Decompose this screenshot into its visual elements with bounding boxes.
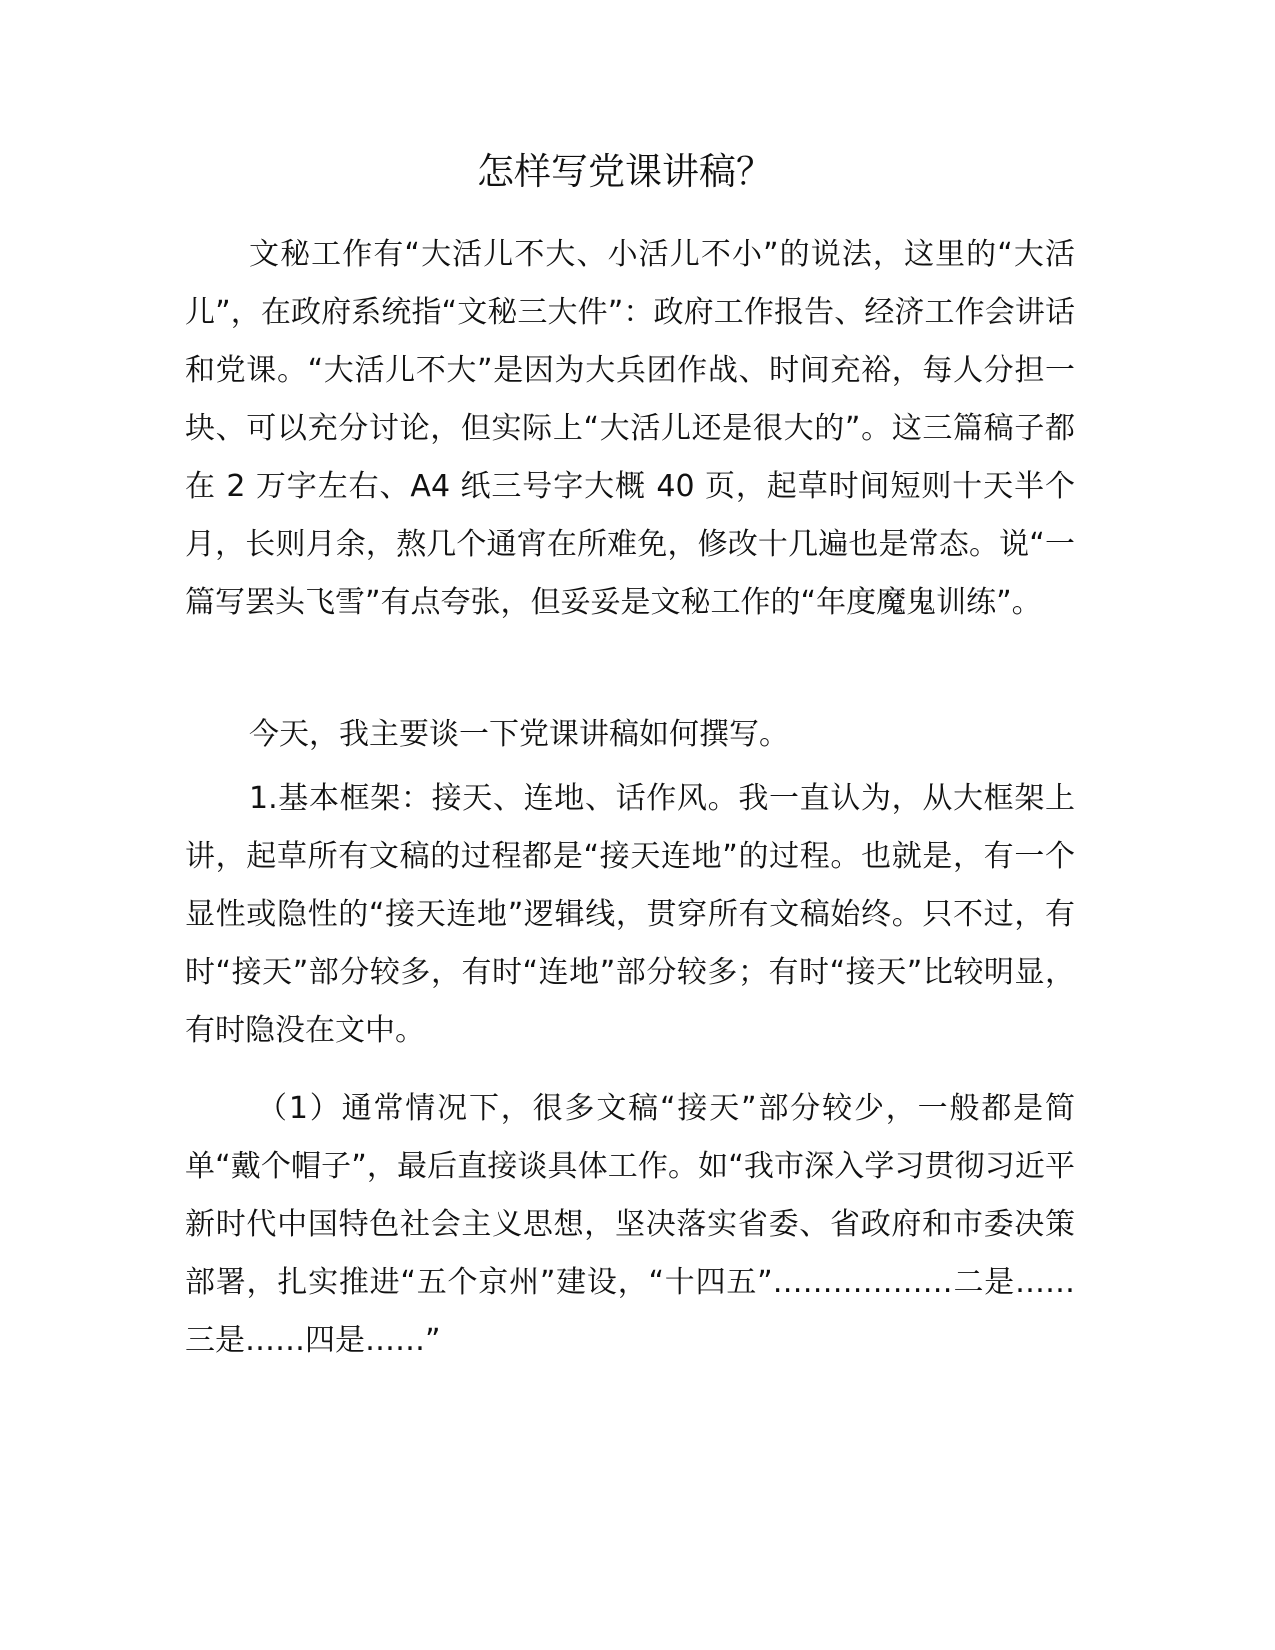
document-title: 怎样写党课讲稿？ <box>477 150 773 193</box>
paragraph-framework: 1.基本框架：接天、连地、话作风。我一直认为，从大框架上讲，起草所有文稿的过程都是“接天连地”的过程。也就是，有一个显性或隐性的“接天连地”逻辑线，贯穿所有文稿始终。只不过，有时“接天”部分较多，有时“连地”部分较多；有时“接天”比较明显，有时隐没在文中。 <box>185 781 1075 1048</box>
paragraph-example: （1）通常情况下，很多文稿“接天”部分较少，一般都是简单“戴个帽子”，最后直接谈具体工作。如“我市深入学习贯彻习近平新时代中国特色社会主义思想，坚决落实省委、省政府和市委决策部署，扎实推进“五个京州”建设，“十四五”………………二是……三是……四是……” <box>185 1091 1075 1358</box>
paragraph-topic: 今天，我主要谈一下党课讲稿如何撰写。 <box>249 717 789 752</box>
paragraph-intro: 文秘工作有“大活儿不大、小活儿不小”的说法，这里的“大活儿”，在政府系统指“文秘三大件”：政府工作报告、经济工作会讲话和党课。“大活儿不大”是因为大兵团作战、时间充裕，每人分担一块、可以充分讨论，但实际上“大活儿还是很大的”。这三篇稿子都在 2 万字左右、A4 纸三号字大概 40 页，起草时间短则十天半个月，长则月余，熬几个通宵在所难免，修改十几遍也是常态。说“一篇写罢头飞雪”有点夸张，但妥妥是文秘工作的“年度魔鬼训练”。 <box>185 237 1075 620</box>
